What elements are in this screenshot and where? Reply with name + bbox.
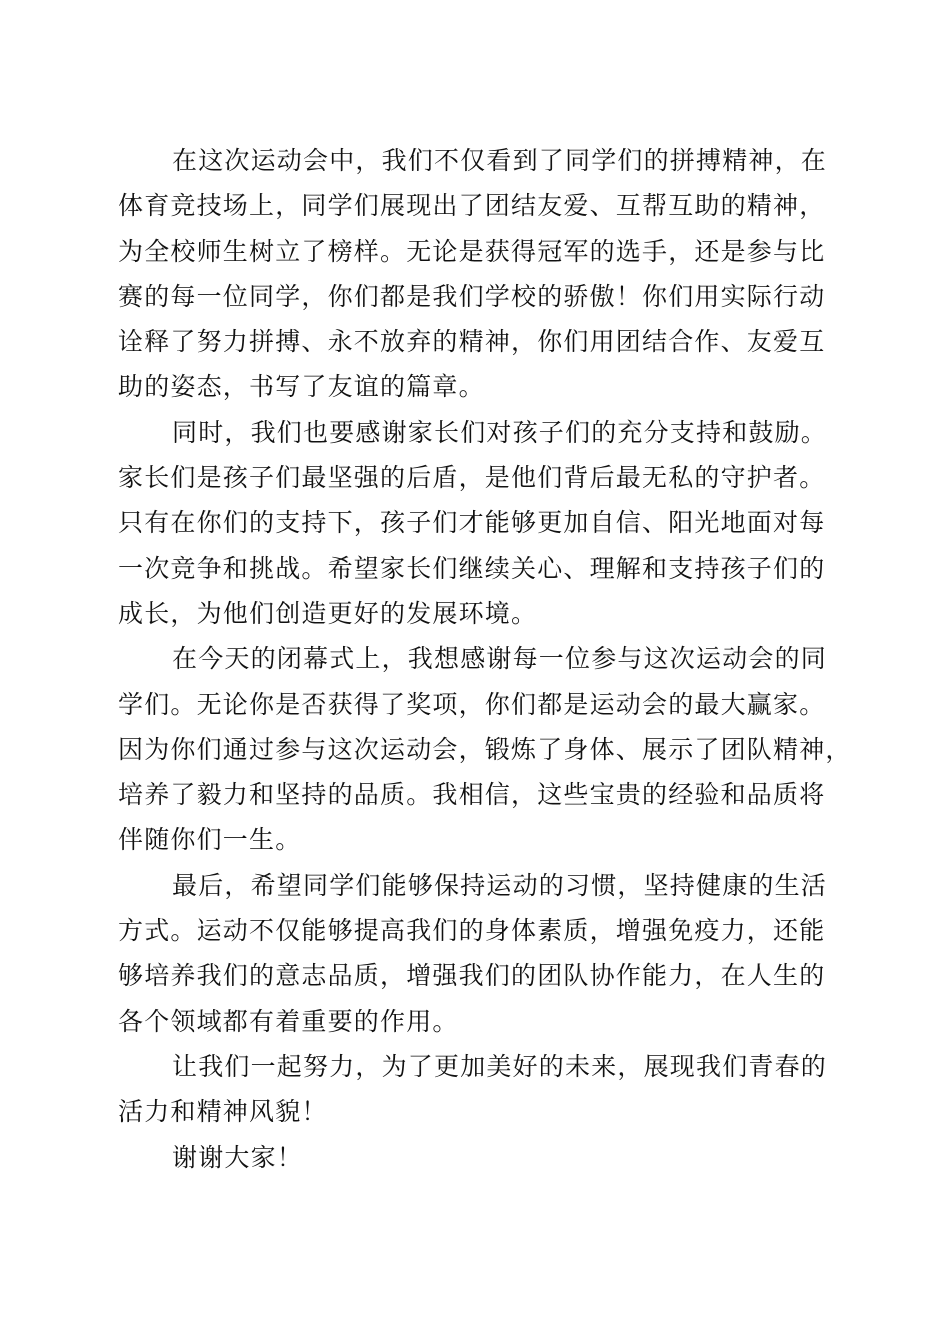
text-line: 让我们一起努力，为了更加美好的未来，展现我们青春的	[172, 1051, 828, 1081]
paragraph-2	[118, 410, 830, 636]
text-line: 因为你们通过参与这次运动会，锻炼了身体、展示了团队精神，	[118, 734, 852, 764]
document-body	[118, 138, 852, 1180]
text-line: 赛的每一位同学，你们都是我们学校的骄傲！你们用实际行动	[118, 281, 826, 311]
closing-paragraph	[118, 1135, 830, 1180]
text-line: 在今天的闭幕式上，我想感谢每一位参与这次运动会的同	[172, 644, 828, 674]
text-line: 各个领域都有着重要的作用。	[118, 1006, 459, 1036]
text-line: 体育竞技场上，同学们展现出了团结友爱、互帮互助的精神，	[118, 191, 826, 221]
text-line: 方式。运动不仅能够提高我们的身体素质，增强免疫力，还能	[118, 916, 826, 946]
text-line: 家长们是孩子们最坚强的后盾，是他们背后最无私的守护者。	[118, 463, 826, 493]
text-line: 活力和精神风貌！	[118, 1097, 328, 1127]
text-line: 只有在你们的支持下，孩子们才能够更加自信、阳光地面对每	[118, 508, 826, 538]
paragraph-5	[118, 1044, 830, 1135]
text-line: 伴随你们一生。	[118, 825, 302, 855]
closing-line: 谢谢大家！	[172, 1142, 304, 1172]
text-line: 培养了毅力和坚持的品质。我相信，这些宝贵的经验和品质将	[118, 780, 826, 810]
text-line: 助的姿态，书写了友谊的篇章。	[118, 372, 485, 402]
text-line: 一次竞争和挑战。希望家长们继续关心、理解和支持孩子们的	[118, 553, 826, 583]
paragraph-1	[118, 138, 830, 410]
text-line: 成长，为他们创造更好的发展环境。	[118, 598, 538, 628]
text-line: 够培养我们的意志品质，增强我们的团队协作能力，在人生的	[118, 961, 826, 991]
paragraph-3	[118, 636, 852, 862]
text-line: 诠释了努力拼搏、永不放弃的精神，你们用团结合作、友爱互	[118, 327, 826, 357]
text-line: 学们。无论你是否获得了奖项，你们都是运动会的最大赢家。	[118, 689, 826, 719]
paragraph-4	[118, 863, 830, 1044]
text-line: 最后，希望同学们能够保持运动的习惯，坚持健康的生活	[172, 870, 828, 900]
text-line: 同时，我们也要感谢家长们对孩子们的充分支持和鼓励。	[172, 417, 828, 447]
text-line: 在这次运动会中，我们不仅看到了同学们的拼搏精神，在	[172, 146, 828, 175]
text-line: 为全校师生树立了榜样。无论是获得冠军的选手，还是参与比	[118, 236, 826, 266]
